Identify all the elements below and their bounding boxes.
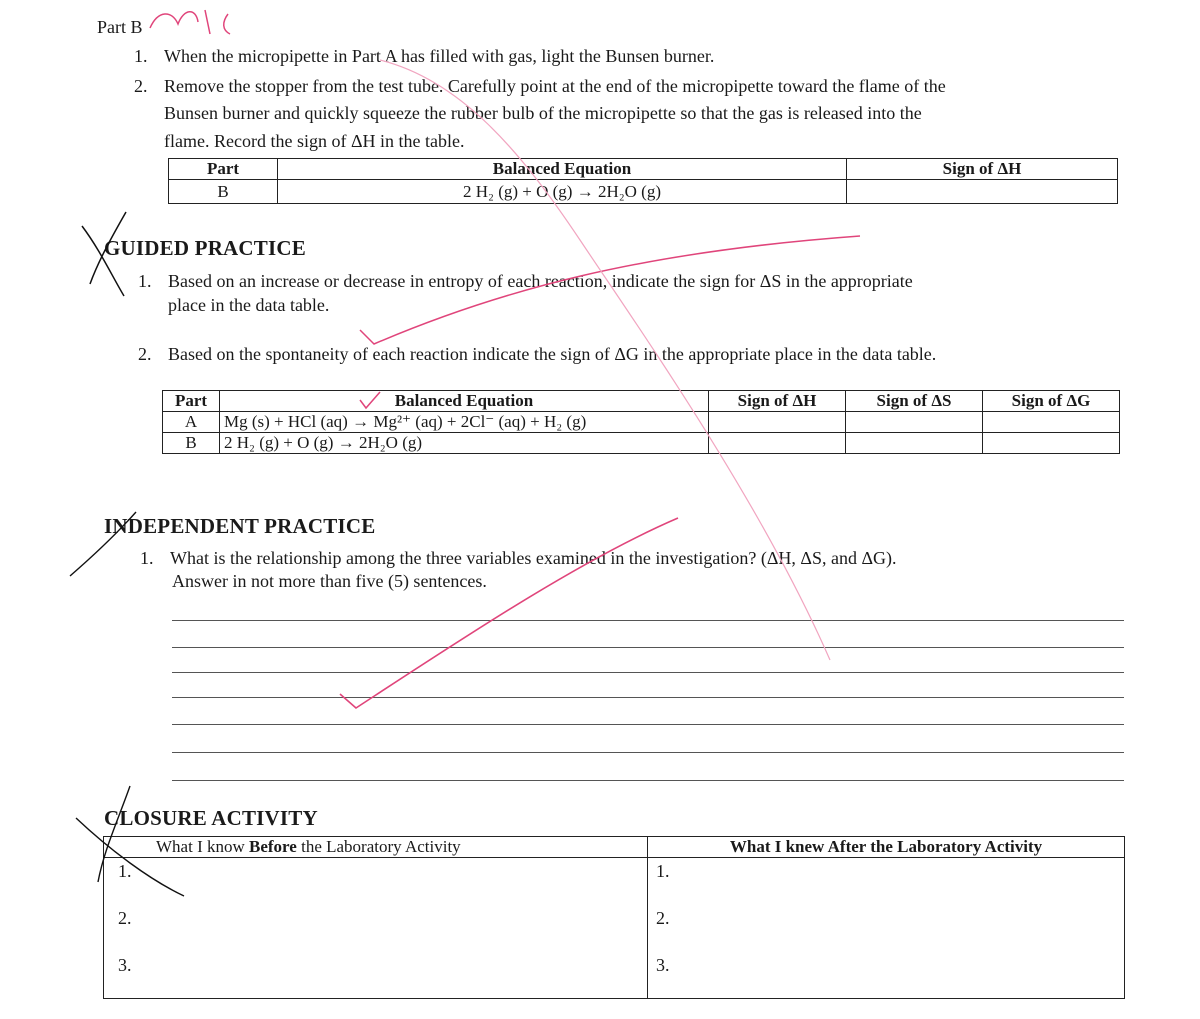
part-b-label: Part B: [97, 17, 143, 37]
answer-line[interactable]: [172, 724, 1124, 725]
question-line2: Answer in not more than five (5) sentences.: [172, 571, 487, 591]
question-line1: What is the relationship among the three variables examined in the investigation? (ΔH, ΔS, and ΔG).: [170, 548, 897, 568]
col-part-header: Part: [163, 391, 220, 412]
guided-item-1: [138, 270, 913, 292]
cell-part: B: [169, 180, 278, 204]
closure-table: [103, 836, 1125, 999]
col-equation-header: Balanced Equation: [220, 391, 709, 412]
before-header-post: the Laboratory Activity: [296, 837, 461, 856]
after-header: What I knew After the Laboratory Activity: [648, 837, 1125, 858]
cell-sign-dg[interactable]: [983, 433, 1120, 454]
answer-line[interactable]: [172, 697, 1124, 698]
guided-practice-title: GUIDED PRACTICE: [104, 236, 306, 260]
part-b-table: [168, 158, 1118, 204]
before-header-bold: Before: [249, 837, 297, 856]
step-text-line1: Remove the stopper from the test tube. Carefully point at the end of the micropipette toward the flame of the: [164, 76, 946, 96]
before-num-2: 2.: [118, 908, 132, 928]
item-text-line1: Based on an increase or decrease in entropy of each reaction, indicate the sign for ΔS in the appropriate: [168, 271, 913, 291]
cell-sign-dg[interactable]: [983, 412, 1120, 433]
after-num-2: 2.: [656, 908, 670, 928]
cell-sign-dh[interactable]: [847, 180, 1118, 204]
answer-line[interactable]: [172, 647, 1124, 648]
question-number: 1.: [140, 548, 154, 568]
answer-line[interactable]: [172, 620, 1124, 621]
col-sign-ds-header: Sign of ΔS: [846, 391, 983, 412]
cell-part: A: [163, 412, 220, 433]
before-num-1: 1.: [118, 861, 132, 881]
cell-equation: Mg (s) + HCl (aq) → Mg²⁺ (aq) + 2Cl⁻ (aq) + H₂ (g): [220, 412, 709, 433]
closure-activity-title: CLOSURE ACTIVITY: [104, 806, 318, 830]
before-cell[interactable]: [104, 858, 648, 999]
cell-equation: 2 H₂ (g) + O (g) → 2H₂O (g): [278, 180, 847, 204]
col-sign-dh-header: Sign of ΔH: [847, 159, 1118, 180]
item-number: 1.: [138, 271, 152, 291]
col-sign-dg-header: Sign of ΔG: [983, 391, 1120, 412]
part-b-step-2: [134, 75, 946, 97]
after-num-3: 3.: [656, 955, 670, 975]
before-num-3: 3.: [118, 955, 132, 975]
answer-line[interactable]: [172, 752, 1124, 753]
before-header: [104, 837, 648, 858]
guided-data-table: [162, 390, 1120, 454]
step-text-line2: Bunsen burner and quickly squeeze the rubber bulb of the micropipette so that the gas is released into the: [164, 103, 922, 123]
step-number: 1.: [134, 46, 148, 66]
cell-sign-ds[interactable]: [846, 433, 983, 454]
independent-practice-title: INDEPENDENT PRACTICE: [104, 514, 376, 538]
cell-sign-dh[interactable]: [709, 433, 846, 454]
cell-part: B: [163, 433, 220, 454]
after-cell[interactable]: [648, 858, 1125, 999]
step-text: When the micropipette in Part A has filled with gas, light the Bunsen burner.: [164, 46, 715, 66]
answer-line[interactable]: [172, 780, 1124, 781]
part-b-step-1: [134, 45, 714, 67]
step-text-line3: flame. Record the sign of ΔH in the table.: [164, 131, 465, 151]
item-text-line1: Based on the spontaneity of each reaction indicate the sign of ΔG in the appropriate place in the data table.: [168, 344, 937, 364]
pink-scribble-top: [150, 10, 230, 34]
col-part-header: Part: [169, 159, 278, 180]
answer-line[interactable]: [172, 672, 1124, 673]
item-text-line2: place in the data table.: [168, 295, 330, 315]
cell-equation: 2 H₂ (g) + O (g) → 2H₂O (g): [220, 433, 709, 454]
step-number: 2.: [134, 76, 148, 96]
col-equation-header: Balanced Equation: [278, 159, 847, 180]
before-header-pre: What I know: [156, 837, 250, 856]
independent-question: [140, 547, 897, 569]
col-sign-dh-header: Sign of ΔH: [709, 391, 846, 412]
item-number: 2.: [138, 344, 152, 364]
after-num-1: 1.: [656, 861, 670, 881]
cell-sign-dh[interactable]: [709, 412, 846, 433]
guided-item-2: [138, 343, 936, 365]
cell-sign-ds[interactable]: [846, 412, 983, 433]
